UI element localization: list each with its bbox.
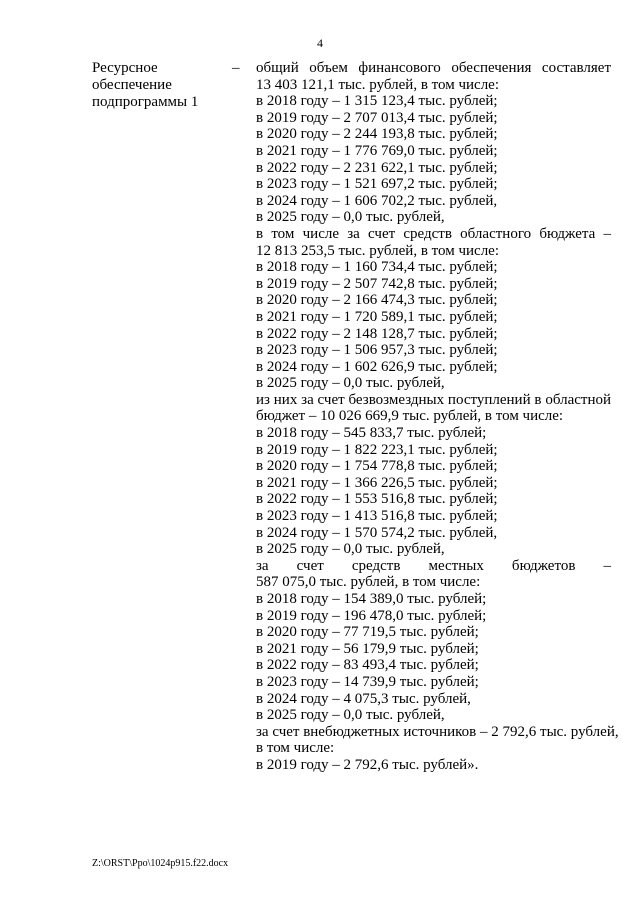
funding-line: 12 813 253,5 тыс. рублей, в том числе: (256, 242, 500, 259)
funding-line: за счет средств местных бюджетов – (256, 557, 611, 574)
section-label-line: подпрограммы 1 (92, 94, 199, 110)
section-dash: – (232, 60, 240, 76)
funding-line: в 2024 году – 1 606 702,2 тыс. рублей, (256, 192, 498, 209)
funding-line: общий объем финансового обеспечения составляет (256, 60, 611, 76)
file-path-footer: Z:\ORST\Ppo\1024p915.f22.docx (92, 858, 229, 869)
funding-line: в 2021 году – 1 366 226,5 тыс. рублей; (256, 474, 498, 491)
funding-line: в 2018 году – 1 160 734,4 тыс. рублей; (256, 259, 498, 276)
funding-line: в 2022 году – 2 231 622,1 тыс. рублей; (256, 159, 498, 176)
funding-details (256, 60, 619, 774)
funding-line: из них за счет безвозмездных поступлений в областной (256, 391, 611, 408)
funding-line: в 2022 году – 83 493,4 тыс. рублей; (256, 657, 479, 674)
funding-line: в 2025 году – 0,0 тыс. рублей, (256, 209, 445, 226)
funding-line: в 2022 году – 1 553 516,8 тыс. рублей; (256, 491, 498, 508)
funding-line: в 2024 году – 4 075,3 тыс. рублей, (256, 690, 471, 707)
funding-line: в том числе за счет средств областного бюджета – (256, 225, 611, 242)
funding-line: в 2025 году – 0,0 тыс. рублей, (256, 541, 445, 558)
funding-line: в 2023 году – 1 521 697,2 тыс. рублей; (256, 176, 498, 193)
funding-line: в 2020 году – 1 754 778,8 тыс. рублей; (256, 458, 498, 475)
funding-line: в 2020 году – 77 719,5 тыс. рублей; (256, 624, 479, 641)
funding-line: в 2020 году – 2 244 193,8 тыс. рублей; (256, 126, 498, 143)
funding-line: 587 075,0 тыс. рублей, в том числе: (256, 574, 481, 591)
section-label (92, 60, 212, 111)
funding-line: бюджет – 10 026 669,9 тыс. рублей, в том числе: (256, 408, 564, 425)
funding-line: в 2024 году – 1 570 574,2 тыс. рублей, (256, 524, 498, 541)
funding-line: в 2019 году – 2 507 742,8 тыс. рублей; (256, 275, 498, 292)
funding-line: в 2021 году – 1 720 589,1 тыс. рублей; (256, 308, 498, 325)
funding-line: в 2022 году – 2 148 128,7 тыс. рублей; (256, 325, 498, 342)
funding-line: в 2021 году – 1 776 769,0 тыс. рублей; (256, 142, 498, 159)
funding-line: в 2023 году – 1 413 516,8 тыс. рублей; (256, 508, 498, 525)
funding-line: в 2019 году – 196 478,0 тыс. рублей; (256, 607, 487, 624)
funding-line: в 2018 году – 1 315 123,4 тыс. рублей; (256, 93, 498, 110)
funding-line: за счет внебюджетных источников – 2 792,6 тыс. рублей, (256, 723, 619, 740)
funding-line: в 2025 году – 0,0 тыс. рублей, (256, 707, 445, 724)
funding-line: в 2023 году – 14 739,9 тыс. рублей; (256, 673, 479, 690)
funding-line: в 2019 году – 1 822 223,1 тыс. рублей; (256, 441, 498, 458)
section-label-line: Ресурсное (92, 60, 158, 76)
section-label-line: обеспечение (92, 77, 172, 93)
funding-line: в 2019 году – 2 707 013,4 тыс. рублей; (256, 109, 498, 126)
funding-line: в 2020 году – 2 166 474,3 тыс. рублей; (256, 292, 498, 309)
funding-line: в 2018 году – 545 833,7 тыс. рублей; (256, 425, 487, 442)
funding-line: в 2018 году – 154 389,0 тыс. рублей; (256, 591, 487, 607)
funding-line: в 2024 году – 1 602 626,9 тыс. рублей; (256, 358, 498, 375)
funding-line: в 2019 году – 2 792,6 тыс. рублей». (256, 756, 479, 773)
funding-line: в 2021 году – 56 179,9 тыс. рублей; (256, 640, 479, 657)
funding-line: в 2023 году – 1 506 957,3 тыс. рублей; (256, 342, 498, 359)
funding-line: 13 403 121,1 тыс. рублей, в том числе: (256, 76, 500, 93)
funding-line: в том числе: (256, 740, 335, 757)
funding-line: в 2025 году – 0,0 тыс. рублей, (256, 375, 445, 392)
page-number: 4 (317, 36, 323, 50)
